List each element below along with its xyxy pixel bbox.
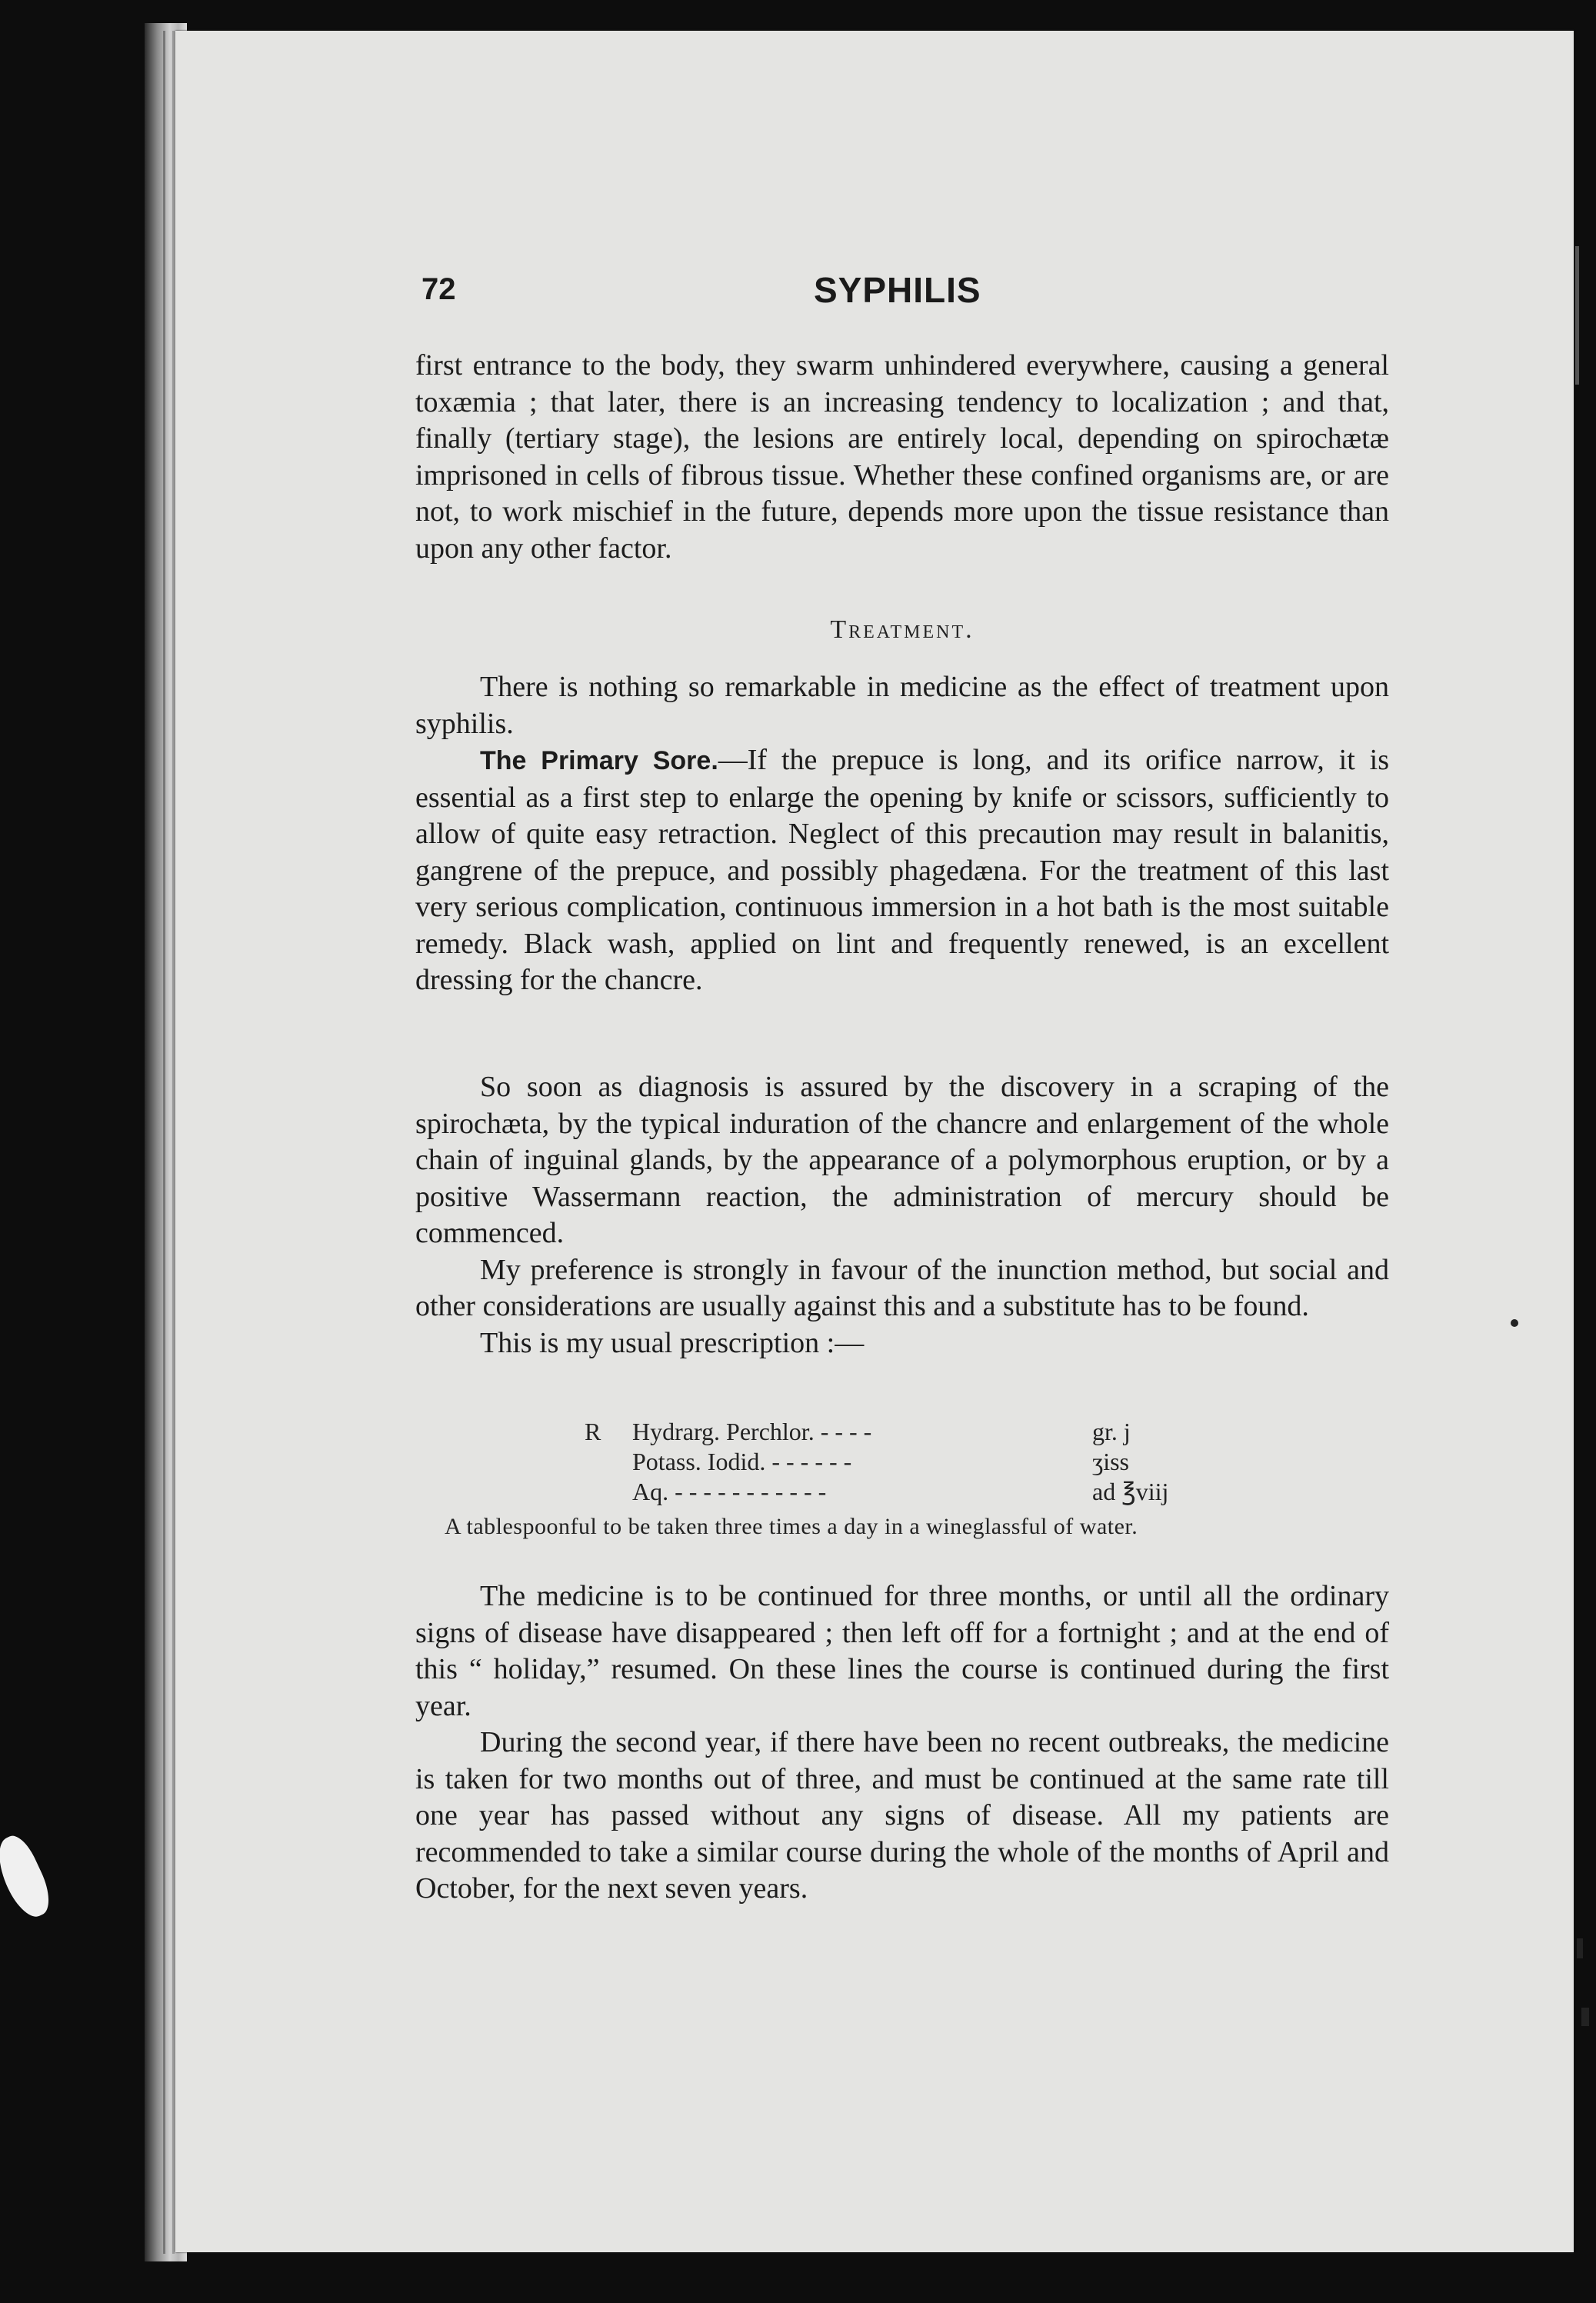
prescription-dose: ʒiss: [1092, 1448, 1129, 1475]
primary-sore-text: —If the prepuce is long, and its orifice narrow, it is essential as a first step to enlarge the opening by knife or scissors, sufficiently to allow of quite easy retraction. Neglect of this precaution may result in balanitis, gangrene of the prepuce, and possibly phagedæna. For the treatment of this last very serious complication, continuous immersion in a hot bath is the most suitable remedy. Black wash, applied on lint and frequently renewed, is an excellent dressing for the chancre.: [415, 744, 1389, 996]
prescription-drug: Hydrarg. Perchlor. - - - -: [632, 1418, 872, 1445]
prescription-row: [585, 1477, 1169, 1507]
page-header: [421, 269, 1384, 315]
prescription-drug: Aq. - - - - - - - - - - -: [632, 1478, 827, 1505]
inunction-paragraph: My preference is strongly in favour of the inunction method, but social and other considerations are usually against this and a substitute has to be found.: [415, 1253, 1389, 1322]
binding-line: [163, 31, 165, 2254]
running-title: SYPHILIS: [814, 270, 981, 310]
treatment-heading-block: [415, 615, 1389, 645]
continuation-section: [415, 1578, 1389, 1908]
diagnosis-paragraph: So soon as diagnosis is assured by the discovery in a scraping of the spirochæta, by the typical induration of the chancre and enlargement of the whole chain of inguinal glands, by the appearance of a polymorphous eruption, or by a positive Wassermann reaction, the administration of mercury should be commenced.: [415, 1071, 1389, 1249]
page-edge-mark: [1581, 2008, 1589, 2026]
primary-sore-heading: The Primary Sore.: [480, 746, 718, 775]
page-number: 72: [421, 272, 456, 306]
scan-speck: [1511, 1319, 1518, 1327]
prescription-intro: This is my usual prescription :—: [480, 1326, 865, 1359]
section-heading: Treatment.: [830, 615, 975, 644]
primary-sore-paragraph: [415, 742, 1389, 999]
intro-paragraph-block: [415, 348, 1389, 567]
page-edge-mark: [1577, 1938, 1583, 1958]
second-year-paragraph: During the second year, if there have been no recent outbreaks, the medicine is taken for two months out of three, and must be continued at the same rate till one year has passed without any signs of disease. All my patients are recommended to take a similar course during the whole of the months of April and October, for the next seven years.: [415, 1726, 1389, 1905]
prescription-dose: ad ℥viij: [1092, 1478, 1169, 1505]
continuation-paragraph: The medicine is to be continued for three months, or until all the ordinary signs of disease have disappeared ; then left off for a fortnight ; and at the end of this “ holiday,” resumed. On these lines the course is continued during the first year.: [415, 1580, 1389, 1722]
prescription-row: [585, 1417, 1169, 1447]
intro-paragraph: first entrance to the body, they swarm unhindered everywhere, causing a general toxæmia ; that later, there is an increasing tendency to localization ; and that, finally (tertiary stage), the lesions are entirely local, depending on spirochætæ imprisoned in cells of fibrous tissue. Whether these confined organisms are, or are not, to work mischief in the future, depends more upon the tissue resistance than upon any other factor.: [415, 349, 1389, 565]
prescription-dose: gr. j: [1092, 1418, 1131, 1445]
prescription-row: [585, 1447, 1169, 1477]
prescription-table: [585, 1417, 1169, 1507]
treatment-paragraph: There is nothing so remarkable in medicine as the effect of treatment upon syphilis.: [415, 671, 1389, 740]
prescription-instructions: A tablespoonful to be taken three times a day in a wineglassful of water.: [445, 1514, 1138, 1539]
mercury-section: [415, 1069, 1389, 1361]
treatment-section: [415, 669, 1389, 999]
prescription-drug: Potass. Iodid. - - - - - -: [632, 1448, 852, 1475]
recipe-symbol: R: [585, 1418, 601, 1445]
binding-line: [172, 31, 175, 2254]
page-edge-mark: [1575, 246, 1579, 385]
